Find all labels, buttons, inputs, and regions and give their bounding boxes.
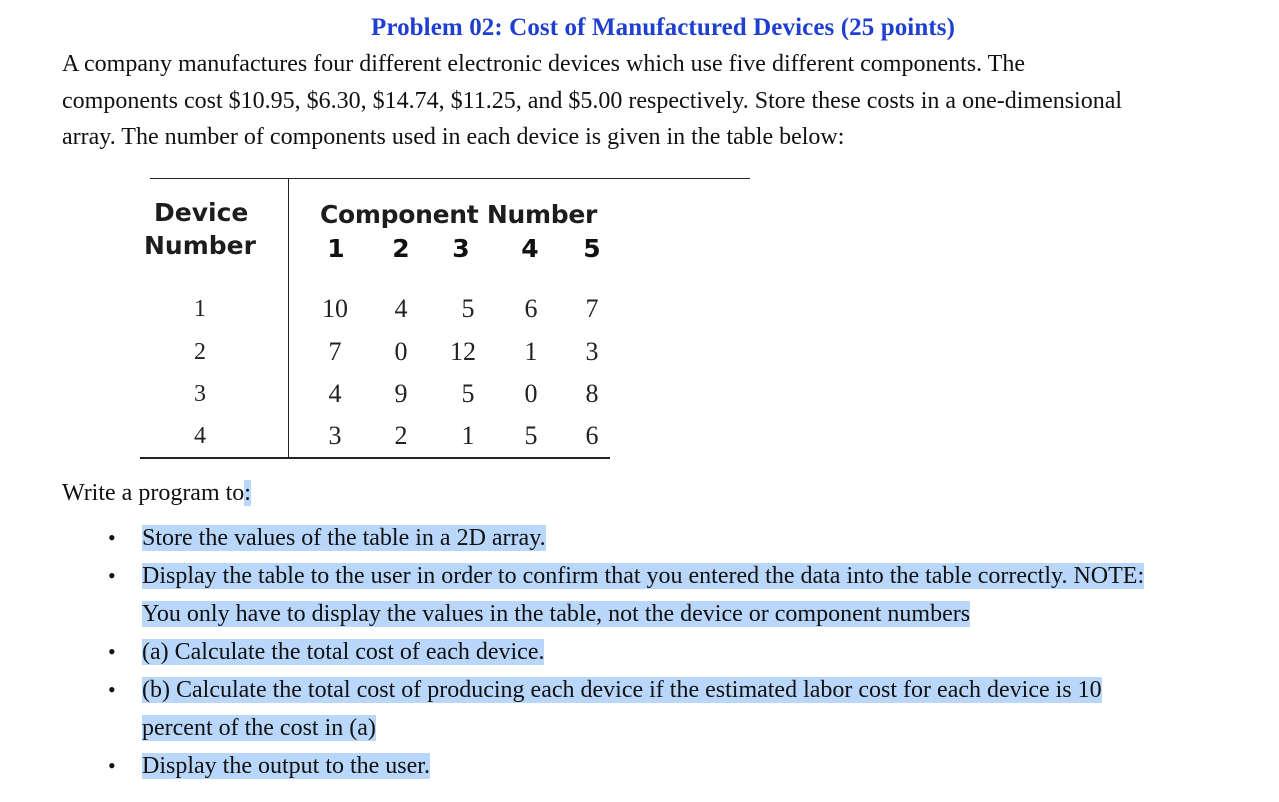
table-cell: 12 [450,337,476,366]
device-number: 1 [194,296,206,322]
table-cell: 2 [394,421,408,450]
intro-paragraph [62,46,1267,156]
component-number-3: 3 [452,234,470,263]
table-cell: 9 [394,379,408,408]
table-top-rule-left [150,178,290,179]
device-number: 2 [194,339,206,365]
list-item [108,747,1268,785]
component-table [140,178,610,460]
table-cell: 4 [328,379,342,408]
component-number-5: 5 [583,234,601,263]
intro-line: components cost $10.95, $6.30, $14.74, $11.25, and $5.00 respectively. Store these costs in a one-dimensional [62,87,1123,114]
bullet-text: (b) Calculate the total cost of producing each device if the estimated labor cost for each device is 10 [142,677,1102,703]
table-cell: 3 [585,337,599,366]
list-item [108,557,1268,633]
table-cell: 6 [585,421,599,450]
table-cell: 0 [394,337,408,366]
table-cell: 5 [461,294,475,323]
table-cell: 0 [524,379,538,408]
table-cell: 3 [328,421,342,450]
table-cell: 4 [394,294,408,323]
table-top-rule-right [290,178,750,179]
bullet-text: Store the values of the table in a 2D array. [142,525,546,551]
table-cell: 1 [461,421,475,450]
component-number-4: 4 [521,234,539,263]
write-prompt-text: Write a program to [62,480,245,506]
bullet-text: You only have to display the values in the table, not the device or component numbers [142,601,971,627]
component-number-2: 2 [392,234,410,263]
problem-title: Problem 02: Cost of Manufactured Devices (25 points) [370,14,956,41]
list-item [108,519,1268,557]
table-cell: 10 [322,294,348,323]
intro-line: array. The number of components used in each device is given in the table below: [62,124,845,150]
table-bottom-rule [140,457,610,459]
header-device: Device [154,198,249,227]
bullet-icon: • [108,677,116,702]
header-component-number: Component Number [320,200,597,229]
table-cell: 7 [585,294,599,323]
intro-line: A company manufactures four different electronic devices which use five different components. The [62,51,1025,77]
device-number: 3 [194,381,206,407]
bullet-text: Display the output to the user. [142,753,430,779]
table-cell: 7 [328,337,342,366]
write-prompt-colon: : [244,480,251,506]
table-cell: 6 [524,294,538,323]
table-cell: 5 [524,421,538,450]
header-number: Number [144,231,256,260]
list-item [108,671,1268,747]
table-divider [288,178,289,459]
bullet-text: (a) Calculate the total cost of each device. [142,639,545,665]
device-number: 4 [194,423,206,449]
component-number-1: 1 [327,234,345,263]
bullet-icon: • [108,563,116,588]
write-prompt [62,480,251,507]
bullet-text: percent of the cost in (a) [142,715,376,741]
list-item [108,633,1268,671]
table-cell: 8 [585,379,599,408]
bullet-icon: • [108,639,116,664]
table-cell: 5 [461,379,475,408]
bullet-icon: • [108,525,116,550]
table-cell: 1 [524,337,538,366]
requirements-list [108,519,1268,785]
bullet-text: Display the table to the user in order to confirm that you entered the data into the table correctly. NOTE: [142,563,1145,589]
bullet-icon: • [108,753,116,778]
